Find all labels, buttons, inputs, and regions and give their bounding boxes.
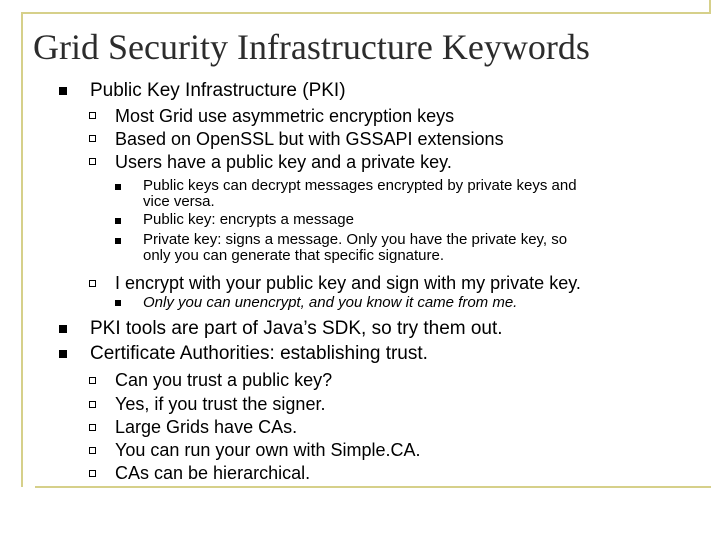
bullet-hollow-square-icon [89, 158, 96, 165]
bullet-square-icon [115, 238, 121, 244]
corner-rule [709, 0, 711, 14]
ca-item: You can run your own with Simple.CA. [115, 440, 421, 460]
bullet-hollow-square-icon [89, 447, 96, 454]
tools-heading: PKI tools are part of Java’s SDK, so try them out. [90, 318, 503, 339]
pki-item: Users have a public key and a private key. [115, 152, 452, 172]
ca-heading: Certificate Authorities: establishing trust. [90, 343, 428, 364]
top-rule [21, 12, 711, 14]
bullet-square-icon [115, 184, 121, 190]
ca-item: Yes, if you trust the signer. [115, 394, 326, 414]
pki-subitem-cont: vice versa. [143, 193, 215, 210]
bullet-hollow-square-icon [89, 401, 96, 408]
bullet-square-icon [59, 325, 67, 333]
pki-heading: Public Key Infrastructure (PKI) [90, 80, 346, 101]
left-rule [21, 12, 23, 487]
pki-subitem-cont: only you can generate that specific signature. [143, 247, 445, 264]
bullet-hollow-square-icon [89, 280, 96, 287]
bullet-hollow-square-icon [89, 377, 96, 384]
bullet-square-icon [59, 350, 67, 358]
pki-item: I encrypt with your public key and sign with my private key. [115, 273, 581, 293]
bullet-hollow-square-icon [89, 470, 96, 477]
pki-item: Most Grid use asymmetric encryption keys [115, 106, 455, 126]
pki-subitem: Private key: signs a message. Only you have the private key, so [143, 231, 568, 248]
slide-title: Grid Security Infrastructure Keywords [33, 27, 590, 67]
ca-item: CAs can be hierarchical. [115, 463, 311, 483]
pki-item: Based on OpenSSL but with GSSAPI extensions [115, 129, 504, 149]
pki-subitem: Public keys can decrypt messages encrypted by private keys and [143, 177, 577, 194]
bullet-square-icon [115, 218, 121, 224]
bullet-hollow-square-icon [89, 424, 96, 431]
bullet-hollow-square-icon [89, 112, 96, 119]
bullet-square-icon [115, 300, 121, 306]
pki-subitem: Public key: encrypts a message [143, 211, 354, 228]
pki-subitem: Only you can unencrypt, and you know it came from me. [143, 294, 518, 311]
bullet-square-icon [59, 87, 67, 95]
ca-item: Large Grids have CAs. [115, 417, 298, 437]
bullet-hollow-square-icon [89, 135, 96, 142]
ca-item: Can you trust a public key? [115, 370, 333, 390]
bottom-rule [35, 486, 711, 488]
